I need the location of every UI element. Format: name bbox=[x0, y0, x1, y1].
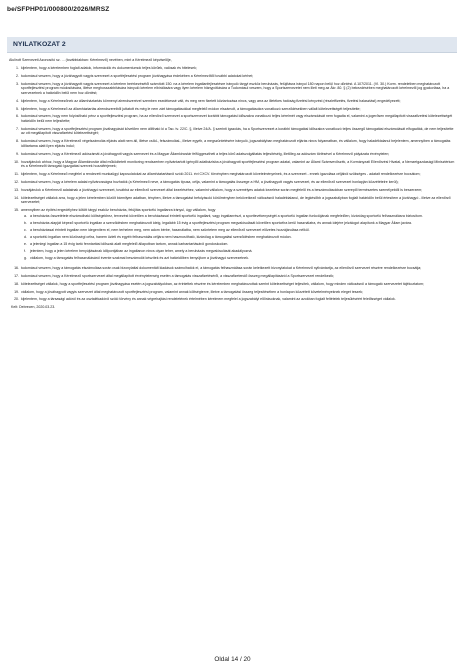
item-number: 8. bbox=[16, 139, 19, 144]
item-body bbox=[21, 114, 455, 123]
declaration-item bbox=[9, 282, 455, 287]
item-text: tudomásul veszem, hogy a jóváhagyott vagyis szervezet a kérelem beérkezésétől számított 150. na a kérelem ingatlanfejlesztésre irányuló tárgyi eszköz beruházás, felújításra irányul 180 napon belül hoz döntést. A 107/2011. (VI. 30.) Korm. rendeletben meghatározott sportfejlesztési program módosítására, illetve meghosszabbítására irányuló kérelem elbírálására vagy ilyen kérelem hiánypótlására a Tudomásul veszem, hogy a Sportszervezetet nem illeti meg az Ákr. 80. § (2) bekezdésében meghatározott kérelmezői jog gyakorlása, ha a szervezetnek a határidőn belül nem hoz döntést; bbox=[21, 81, 450, 95]
declaration-item bbox=[9, 66, 455, 71]
declaration-list bbox=[9, 66, 455, 302]
item-number: 18. bbox=[14, 281, 19, 286]
item-number: 11. bbox=[14, 171, 19, 176]
item-text: kijelentem, hogy a kérelemben foglalt adatok, információk és dokumentumok teljes körűek, valósak és hitelesek; bbox=[21, 66, 197, 70]
item-text: tudomásul veszem, hogy a sportfejlesztési program jóváhagyását követően nem állítható ki a Tao. tv. 22/C. §, illetve 24/A. § szerinti igazolás, ha a Sportszervezet a korábbi támogatási időszakra vonatkozó teljes összegű támogatási elszámolását elfogadták, de nem teljesítette az ott megállapított visszafizetési kötelezettségét; bbox=[21, 126, 454, 136]
item-text: tudomásul veszem, hogy a támogatás elszámolása során csak bizonylattal dokumentált kiadások számolhatók el, a támogatás felhasználása során keletkezett bizonylatokat a Kérelmező nyilvántartja, az ellenőrző szervezet részére rendelkezésre bocsátja; bbox=[21, 265, 422, 270]
declaration-item bbox=[9, 152, 455, 157]
item-number: 5. bbox=[16, 106, 19, 111]
item-body bbox=[21, 160, 455, 169]
declaration-item bbox=[9, 290, 455, 295]
page-number: Oldal 14 / 20 bbox=[214, 656, 251, 663]
item-body bbox=[21, 82, 455, 96]
item-number: 2. bbox=[16, 73, 19, 78]
item-number: 4. bbox=[16, 98, 19, 103]
declaration-item bbox=[9, 180, 455, 185]
item-number: 9. bbox=[16, 151, 19, 156]
item-number: 10. bbox=[14, 159, 19, 164]
item-number: 15. bbox=[14, 207, 19, 212]
declaration-item bbox=[9, 208, 455, 263]
item-number: 17. bbox=[14, 273, 19, 278]
declaration-item bbox=[9, 114, 455, 123]
declaration-item bbox=[9, 196, 455, 205]
sub-list bbox=[21, 214, 455, 260]
declaration-item bbox=[9, 266, 455, 271]
item-text: kijelentem, hogy a Kérelmezőnek az államháztartás körmenyi alrendszerével szemben esedékessé vált, és meg nem fizetett köztartozása nincs, vagy arra az illetékes hatóság fizetési kényvést (részletfizetés, fizetési halasztást) engedélyezett; bbox=[21, 98, 401, 103]
item-number: 19. bbox=[14, 289, 19, 294]
sub-item-letter: e. bbox=[24, 241, 27, 246]
item-text: tudomásul veszem, hogy nem folyósítható pénz a sportfejlesztési program, ha az ellenőrző szervezet a sportszervezet korábbi támogatási időszakra vonatkozó teljes kérelmét vagy elszámolását nem fogadta el, valamint a jogerősen megállapított visszafizetési kötelezettségét határidőn belül nem teljesítette; bbox=[21, 114, 453, 123]
item-body bbox=[21, 290, 455, 295]
item-body bbox=[21, 208, 455, 263]
declaration-item bbox=[9, 127, 455, 136]
item-body bbox=[21, 99, 455, 104]
item-text: tudomásul veszem, hogy a kérelem adatai nyilvánosságra hozhatók (a Kérelmező neve, a támogatás típusa, célja, valamint a támogatás összege a HM, a jóváhagyott vagyis szervezet, és az ellenőrző szervezet honlapján közzétételre kerül); bbox=[21, 179, 399, 184]
item-number: 13. bbox=[14, 187, 19, 192]
declaration-item bbox=[9, 99, 455, 104]
declaration-item bbox=[9, 160, 455, 169]
declaration-item bbox=[9, 82, 455, 96]
item-number: 1. bbox=[16, 66, 19, 70]
sub-item-text: jelentem, hogy a jelen kérelem benyújtásának időpontjában az ingatlanon nincs olyan teher, amely a beruházás megvalósulását akadályozná. bbox=[30, 248, 253, 253]
declaration-item bbox=[9, 297, 455, 302]
item-text: hozzájárulok ahhoz, hogy a Magyar Államkincstár által működtetett monitoring rendszerben nyilvántartott igénylői adatbázisba a jóváhagyott sportfejlesztési program adatai, valamint az Állami Számvevőszék, a Kormányzati Ellenőrzési Hivatal, a Nemzetgazdasági Minisztérium és a Kérelmezőt támogató igazgatási szervek hozzáférjenek; bbox=[21, 159, 455, 169]
item-text: vállalom, hogy a jóváhagyott vagyis szervezet által meghatározott sportfejlesztési program, valamint annak költségterve, illetve a támogatási összeg teljesítésében a honlapon közzétett követelményeknek eleget teszek; bbox=[21, 289, 364, 294]
item-number: 20. bbox=[14, 297, 19, 302]
item-text: hozzájárulok a Kérelmező adatainak a jóváhagyó szervezet, továbbá az ellenőrző szervezet által kezeléséhez, valamint vállalom, hogy a személyes adatok kezelése során megfelelő és a beszámolásokban szereplő természetes személyektől is beszerzem; bbox=[21, 187, 423, 192]
sub-item-letter: b. bbox=[24, 221, 27, 226]
item-text: kijelentem, hogy a társasági adóról és az osztalékadóról szóló törvény és annak végrehajtási rendeletének értelmében kérelmem megfelel a jogszabályi előírásoknak, valamint az azokban foglalt feltételek teljesüléséért felelősséget vállalok. bbox=[21, 297, 396, 302]
item-text: kötelezettséget vállalok, hogy a sportfejlesztési program jóváhagyása esetén a jogszabályokban, az érintettek részére és kérelemben meghatározottak szerint kötelezettséget teljesítek, vállalom, hogy minden változásról a támogató szervezetet tájékoztatom; bbox=[21, 281, 424, 286]
sub-item bbox=[24, 256, 455, 261]
declaration-item bbox=[9, 172, 455, 177]
item-body bbox=[21, 297, 455, 302]
item-body bbox=[21, 74, 455, 79]
sub-item bbox=[24, 235, 455, 240]
item-text: amennyiben az építési engedélyhez kötött tárgyi eszköz beruházás, felújítás sportcélú ingatlanra irányul, úgy vállalom, hogy bbox=[21, 207, 216, 212]
item-text: kijelentem, hogy a Kérelmező megfelel a rendezett munkaügyi kapcsolatokat az államháztartásról szóló 2011. évi CXCV. törvényben meghatározott követelményeinek, és a szervezet - ennek igazolása céljából szükséges - adatait rendelkezésre bocsátom; bbox=[21, 171, 421, 176]
sub-item-letter: a. bbox=[24, 214, 27, 219]
item-body bbox=[21, 127, 455, 136]
sub-item bbox=[24, 242, 455, 247]
sub-item bbox=[24, 214, 455, 219]
sub-item-text: a beruházással érintett ingatlan nem idegenítem el, nem terhelem meg, nem adom bérbe, használatba, nem szüntetem meg az ellenőrző szervezet előzetes hozzájárulása nélkül. bbox=[30, 228, 310, 233]
sub-item-text: a jelenlegi ingatlan a 15 évig tartó fenntartási időszak alatt megfelelő állapotban tartom, annak karbantartásáról gondoskodom. bbox=[30, 241, 229, 246]
item-body bbox=[21, 274, 455, 279]
declaration-body bbox=[9, 58, 455, 310]
item-text: tudomásul veszem, hogy a jóváhagyott vagyis szervezet a sportfejlesztési program jóváhagyása érdekében a Kérelmezőtől további adatokat kérhet; bbox=[21, 73, 254, 78]
item-number: 6. bbox=[16, 114, 19, 119]
declaration-item bbox=[9, 107, 455, 112]
item-body bbox=[21, 139, 455, 148]
document-id: be/SFPHP01/000800/2026/MRSZ bbox=[7, 6, 110, 13]
sub-item-letter: f. bbox=[24, 248, 26, 253]
sub-item-text: a beruházás alapját képező sportcélú ingatlan a szerződésben meghatározott ideig, legalább 15 évig a sportfejlesztési program megvalósulását követően sportcélra kerül használatra, és annak idejére jelzálogot alapítunk a Magyar Állam javára. bbox=[30, 221, 412, 226]
sub-item-text: a sportcélú ingatlan nem közösségi célra, hanem üzleti és egyéb felhasználás céljára nem hasznosítható, kizárólag a támogatási szerződésben meghatározott módon. bbox=[30, 234, 292, 239]
item-number: 3. bbox=[16, 81, 19, 86]
sub-item-letter: d. bbox=[24, 234, 27, 239]
declaration-item bbox=[9, 274, 455, 279]
item-body bbox=[21, 266, 455, 271]
item-text: tudomásul veszem, hogy a Kérelmező sportszervezet által megállapított érvénytelenség esetén a támogatás visszafizetéséről, a visszafizetendő összeg megállapításáról a Sportszervezet rendelkezik; bbox=[21, 273, 335, 278]
intro-text: Alulírott Szervezeti Azonosító sz. ... (továbbiakban: Kérelmező) nevében, mint a Kérelmező képviselője, bbox=[9, 58, 172, 62]
declaration-item bbox=[9, 139, 455, 148]
item-number: 14. bbox=[14, 195, 19, 200]
place-and-date: Kelt: Debrecen, 2020.03.23. bbox=[11, 305, 56, 310]
item-body bbox=[21, 188, 455, 193]
section-banner bbox=[7, 37, 457, 53]
declaration-item bbox=[9, 188, 455, 193]
item-body bbox=[21, 66, 455, 71]
item-body bbox=[21, 282, 455, 287]
item-text: tudomásul veszem, hogy a Kérelmező adószámát a jóváhagyott vagyis szervezet és a Magyar Államkincstár felfüggesztheti a teljes körű adatszolgáltatás teljesítéséig, illetőleg az adószám törlésével a Kérelmező pályázata érvénytelen; bbox=[21, 151, 390, 156]
sub-item bbox=[24, 228, 455, 233]
sub-item-text: vállalom, hogy a támogatás felhasználásáról évente szakmai beszámolót készítek és azt határidőben benyújtom a jóváhagyó szervezetnek. bbox=[30, 255, 250, 260]
item-body bbox=[21, 152, 455, 157]
sub-item-text: a beruházás összetétele elszámolható költségekhez, tervezést követően a beruházással érintett sportcélú ingatlant, vagy ingatlanrészt, a sporttevékenységét a sportcélú ingatlan funkciójának megfelelően, kizárólag sportcélú felhasználásra biztosítom. bbox=[30, 214, 423, 219]
sub-item bbox=[24, 249, 455, 254]
item-body bbox=[21, 180, 455, 185]
item-number: 12. bbox=[14, 179, 19, 184]
sub-item-letter: c. bbox=[24, 228, 27, 233]
item-body bbox=[21, 196, 455, 205]
item-text: kötelezettséget vállalok arra, hogy a jelen kérelemben közölt bármilyen adatban, tényben, illetve a támogatást befolyásoló körülményben bekövetkező változásról haladéktalanul, de legkésőbb a jogszabályban foglalt határidőn belül értesítem a jóváhagyó - illetve az ellenőrző szervezetet; bbox=[21, 195, 451, 205]
item-number: 16. bbox=[14, 265, 19, 270]
sub-item bbox=[24, 221, 455, 226]
sub-item-letter: g. bbox=[24, 255, 27, 260]
item-text: kijelentem, hogy a Kérelmező az államháztartás alrendszereiből juttatott és még le nem zárt támogatásokkal megfelelő módon elszámolt, a támogatásokra vonatkozó szerződésekben vállalt kötelezettségét teljesítette; bbox=[21, 106, 361, 111]
item-text: tudomásul veszem, hogy a Kérelmező végelszámolás eljárás alatt nem áll, illetve csőd-, felszámolási-, illetve egyéb, a megszüntetésére irányuló, jogszabályban meghatározott eljárás nincs folyamatban, és vállalom, hogy haladéktalanul bejelentem, amennyiben a támogatás időtartama alatt ilyen eljárás indul; bbox=[21, 139, 451, 148]
item-body bbox=[21, 172, 455, 177]
section-title: NYILATKOZAT 2 bbox=[13, 40, 66, 48]
declaration-item bbox=[9, 74, 455, 79]
item-body bbox=[21, 107, 455, 112]
item-number: 7. bbox=[16, 126, 19, 131]
